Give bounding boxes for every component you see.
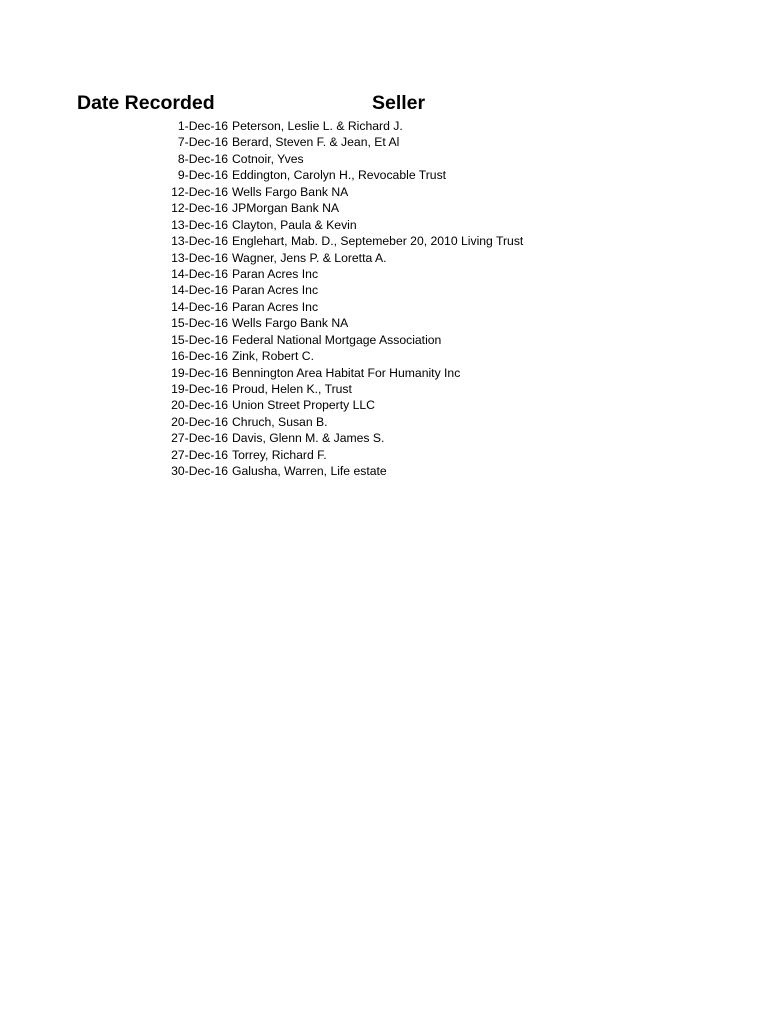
date-cell: 16-Dec-16 xyxy=(171,349,228,364)
date-cell: 14-Dec-16 xyxy=(171,299,228,314)
table-row xyxy=(0,167,770,183)
table-row xyxy=(0,430,770,446)
seller-cell: Wells Fargo Bank NA xyxy=(232,316,349,331)
seller-cell: Chruch, Susan B. xyxy=(232,414,328,429)
table-row xyxy=(0,299,770,315)
table-row xyxy=(0,447,770,463)
table-row xyxy=(0,250,770,266)
seller-cell: Paran Acres Inc xyxy=(232,299,319,314)
date-cell: 27-Dec-16 xyxy=(171,431,228,446)
seller-cell: Eddington, Carolyn H., Revocable Trust xyxy=(232,168,447,183)
date-cell: 30-Dec-16 xyxy=(171,464,228,479)
seller-cell: Wells Fargo Bank NA xyxy=(232,184,349,199)
seller-cell: Wagner, Jens P. & Loretta A. xyxy=(232,250,387,265)
table-row xyxy=(0,397,770,413)
seller-cell: Berard, Steven F. & Jean, Et Al xyxy=(232,135,400,150)
date-cell: 14-Dec-16 xyxy=(171,283,228,298)
seller-cell: Clayton, Paula & Kevin xyxy=(232,217,357,232)
date-cell: 20-Dec-16 xyxy=(171,414,228,429)
column-header-seller: Seller xyxy=(372,92,426,114)
date-cell: 27-Dec-16 xyxy=(171,447,228,462)
table-body xyxy=(0,118,770,480)
table-row xyxy=(0,233,770,249)
table-row xyxy=(0,348,770,364)
seller-cell: Davis, Glenn M. & James S. xyxy=(232,431,385,446)
seller-cell: Englehart, Mab. D., Septemeber 20, 2010 Living Trust xyxy=(232,234,524,249)
seller-cell: JPMorgan Bank NA xyxy=(232,201,340,216)
date-cell: 13-Dec-16 xyxy=(171,250,228,265)
date-cell: 13-Dec-16 xyxy=(171,217,228,232)
date-cell: 20-Dec-16 xyxy=(171,398,228,413)
column-header-date-recorded: Date Recorded xyxy=(77,92,215,114)
seller-cell: Galusha, Warren, Life estate xyxy=(232,464,387,479)
table-row xyxy=(0,217,770,233)
seller-cell: Torrey, Richard F. xyxy=(232,447,327,462)
seller-cell: Union Street Property LLC xyxy=(232,398,375,413)
table-row xyxy=(0,332,770,348)
date-cell: 19-Dec-16 xyxy=(171,382,228,396)
table-row xyxy=(0,414,770,430)
date-cell: 15-Dec-16 xyxy=(171,316,228,331)
seller-cell: Federal National Mortgage Association xyxy=(232,332,442,347)
date-cell: 12-Dec-16 xyxy=(171,184,228,199)
table-row xyxy=(0,381,770,397)
table-row xyxy=(0,365,770,381)
seller-cell: Zink, Robert C. xyxy=(232,349,314,364)
seller-cell: Peterson, Leslie L. & Richard J. xyxy=(232,119,403,133)
table-row xyxy=(0,184,770,200)
seller-cell: Paran Acres Inc xyxy=(232,283,319,298)
seller-cell: Proud, Helen K., Trust xyxy=(232,382,352,396)
table-row xyxy=(0,266,770,282)
date-cell: 13-Dec-16 xyxy=(171,234,228,249)
table-row xyxy=(0,463,770,479)
table-row xyxy=(0,134,770,150)
table-header xyxy=(0,92,770,118)
table-row xyxy=(0,200,770,216)
table-row xyxy=(0,282,770,298)
date-cell: 7-Dec-16 xyxy=(177,135,228,150)
date-cell: 9-Dec-16 xyxy=(177,168,228,183)
seller-cell: Paran Acres Inc xyxy=(232,266,319,281)
table-row xyxy=(0,315,770,331)
table-row xyxy=(0,118,770,134)
date-cell: 1-Dec-16 xyxy=(177,119,228,133)
seller-cell: Cotnoir, Yves xyxy=(232,151,304,166)
date-cell: 12-Dec-16 xyxy=(171,201,228,216)
date-cell: 19-Dec-16 xyxy=(171,365,228,380)
date-cell: 15-Dec-16 xyxy=(171,332,228,347)
table-row xyxy=(0,151,770,167)
date-cell: 14-Dec-16 xyxy=(171,266,228,281)
seller-cell: Bennington Area Habitat For Humanity Inc xyxy=(232,365,461,380)
date-cell: 8-Dec-16 xyxy=(177,151,228,166)
